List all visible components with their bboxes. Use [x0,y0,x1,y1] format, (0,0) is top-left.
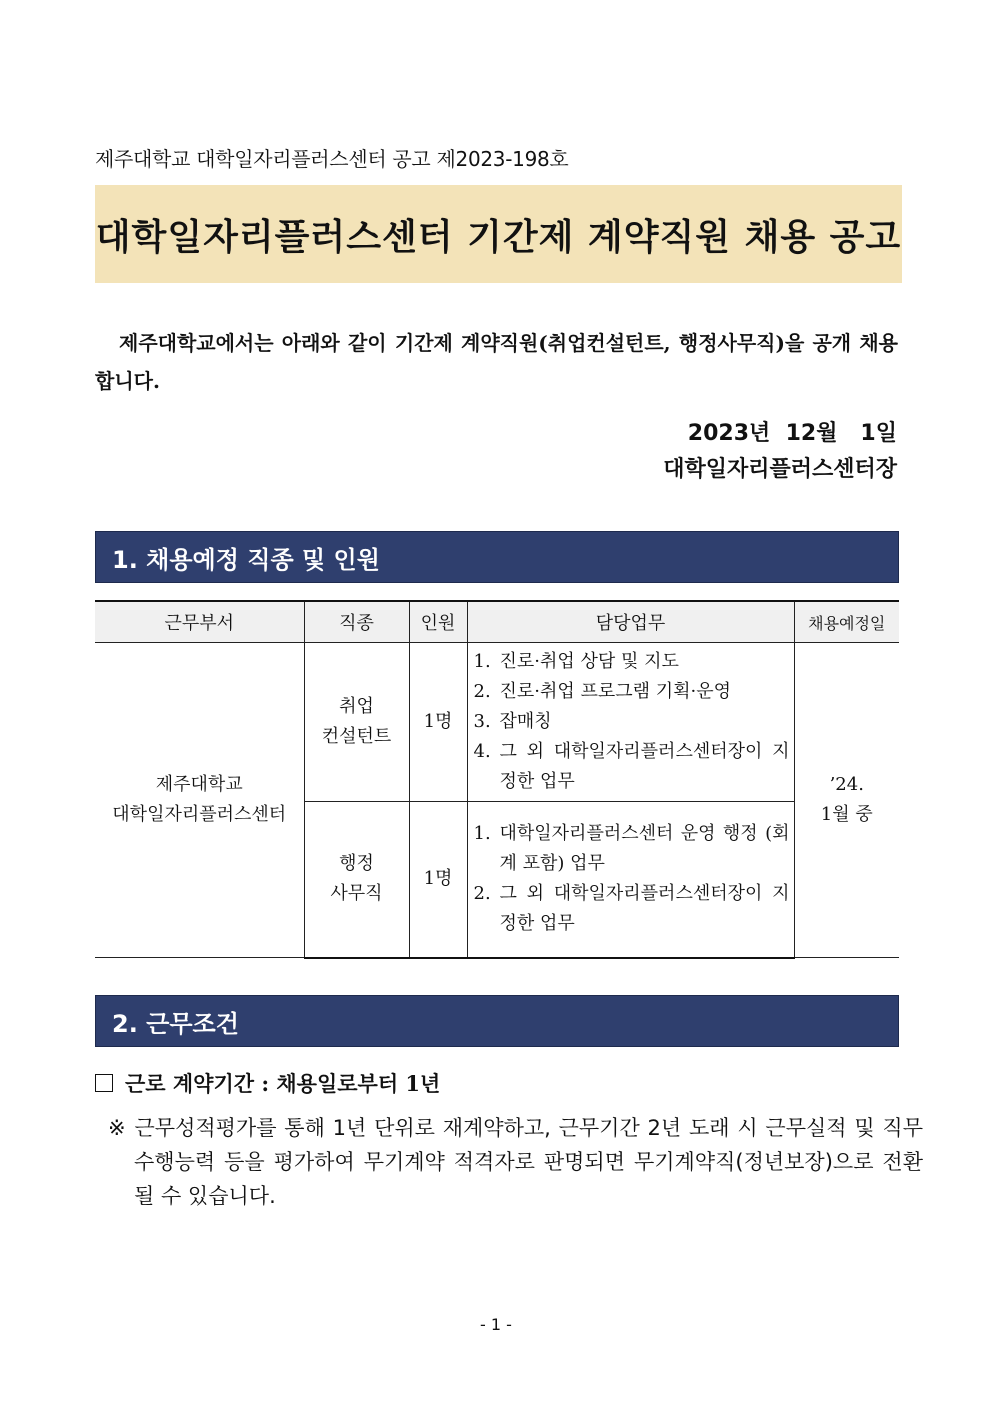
department-line: 대학일자리플러스센터 [112,804,287,825]
table-header-row [95,601,899,643]
notice-date: 2023년 12월 1일 [687,421,897,446]
header-job: 직종 [304,601,409,643]
job-line: 행정 [339,853,374,875]
duty-item: 2. 진로·취업 프로그램 기획·운영 [473,681,732,702]
recruitment-table [95,600,899,959]
page-title: 대학일자리플러스센터 기간제 계약직원 채용 공고 [95,216,902,258]
square-bullet-icon [95,1074,113,1092]
duty-item: 1. 대학일자리플러스센터 운영 행정 (회계 포함) 업무 [473,823,790,875]
section-1-title: 1. 채용예정 직종 및 인원 [112,545,380,574]
job-line: 컨설턴트 [321,726,392,747]
duty-item: 1. 진로·취업 상담 및 지도 [473,651,679,672]
job-line: 취업 [339,696,374,717]
hire-date-line: 1월 중 [820,804,873,825]
duties-cell [467,643,794,802]
contract-term-text: 근로 계약기간 : 채용일로부터 1년 [125,1071,441,1096]
job-line: 사무직 [330,883,383,905]
duty-item: 2. 그 외 대학일자리플러스센터장이 지정한 업무 [473,883,790,935]
count-cell: 1명 [409,802,467,958]
header-dept: 근무부서 [95,601,304,643]
count-cell: 1명 [409,643,467,802]
duty-item: 4. 그 외 대학일자리플러스센터장이 지정한 업무 [473,741,790,792]
intro-paragraph: 제주대학교에서는 아래와 같이 기간제 계약직원(취업컨설턴트, 행정사무직)을 공개 채용합니다. [95,331,898,393]
department-line: 제주대학교 [155,774,243,795]
duty-item: 3. 잡매칭 [473,711,552,732]
section-2-title: 2. 근무조건 [112,1009,239,1038]
table-row [95,643,899,802]
department-cell [95,643,304,958]
section-1-header [95,531,899,583]
header-duties: 담당업무 [467,601,794,643]
contract-note: ※ 근무성적평가를 통해 1년 단위로 재계약하고, 근무기간 2년 도래 시 근무실적 및 직무수행능력 등을 평가하여 무기계약 적격자로 판명되면 무기계약직(정년보장)으로 전환될 수 있습니다. [108,1116,923,1208]
contract-term [95,1068,440,1098]
notice-number: 제주대학교 대학일자리플러스센터 공고 제2023-198호 [95,147,569,171]
title-banner [95,185,902,283]
signatory: 대학일자리플러스센터장 [663,457,897,482]
page-number: - 1 - [480,1315,512,1334]
section-2-header [95,995,899,1047]
header-count: 인원 [409,601,467,643]
duties-cell [467,802,794,958]
header-hire-date: 채용예정일 [794,601,899,643]
hire-date-line: ’24. [829,774,864,795]
job-cell [304,643,409,802]
job-cell [304,802,409,958]
hire-date-cell [794,643,899,958]
